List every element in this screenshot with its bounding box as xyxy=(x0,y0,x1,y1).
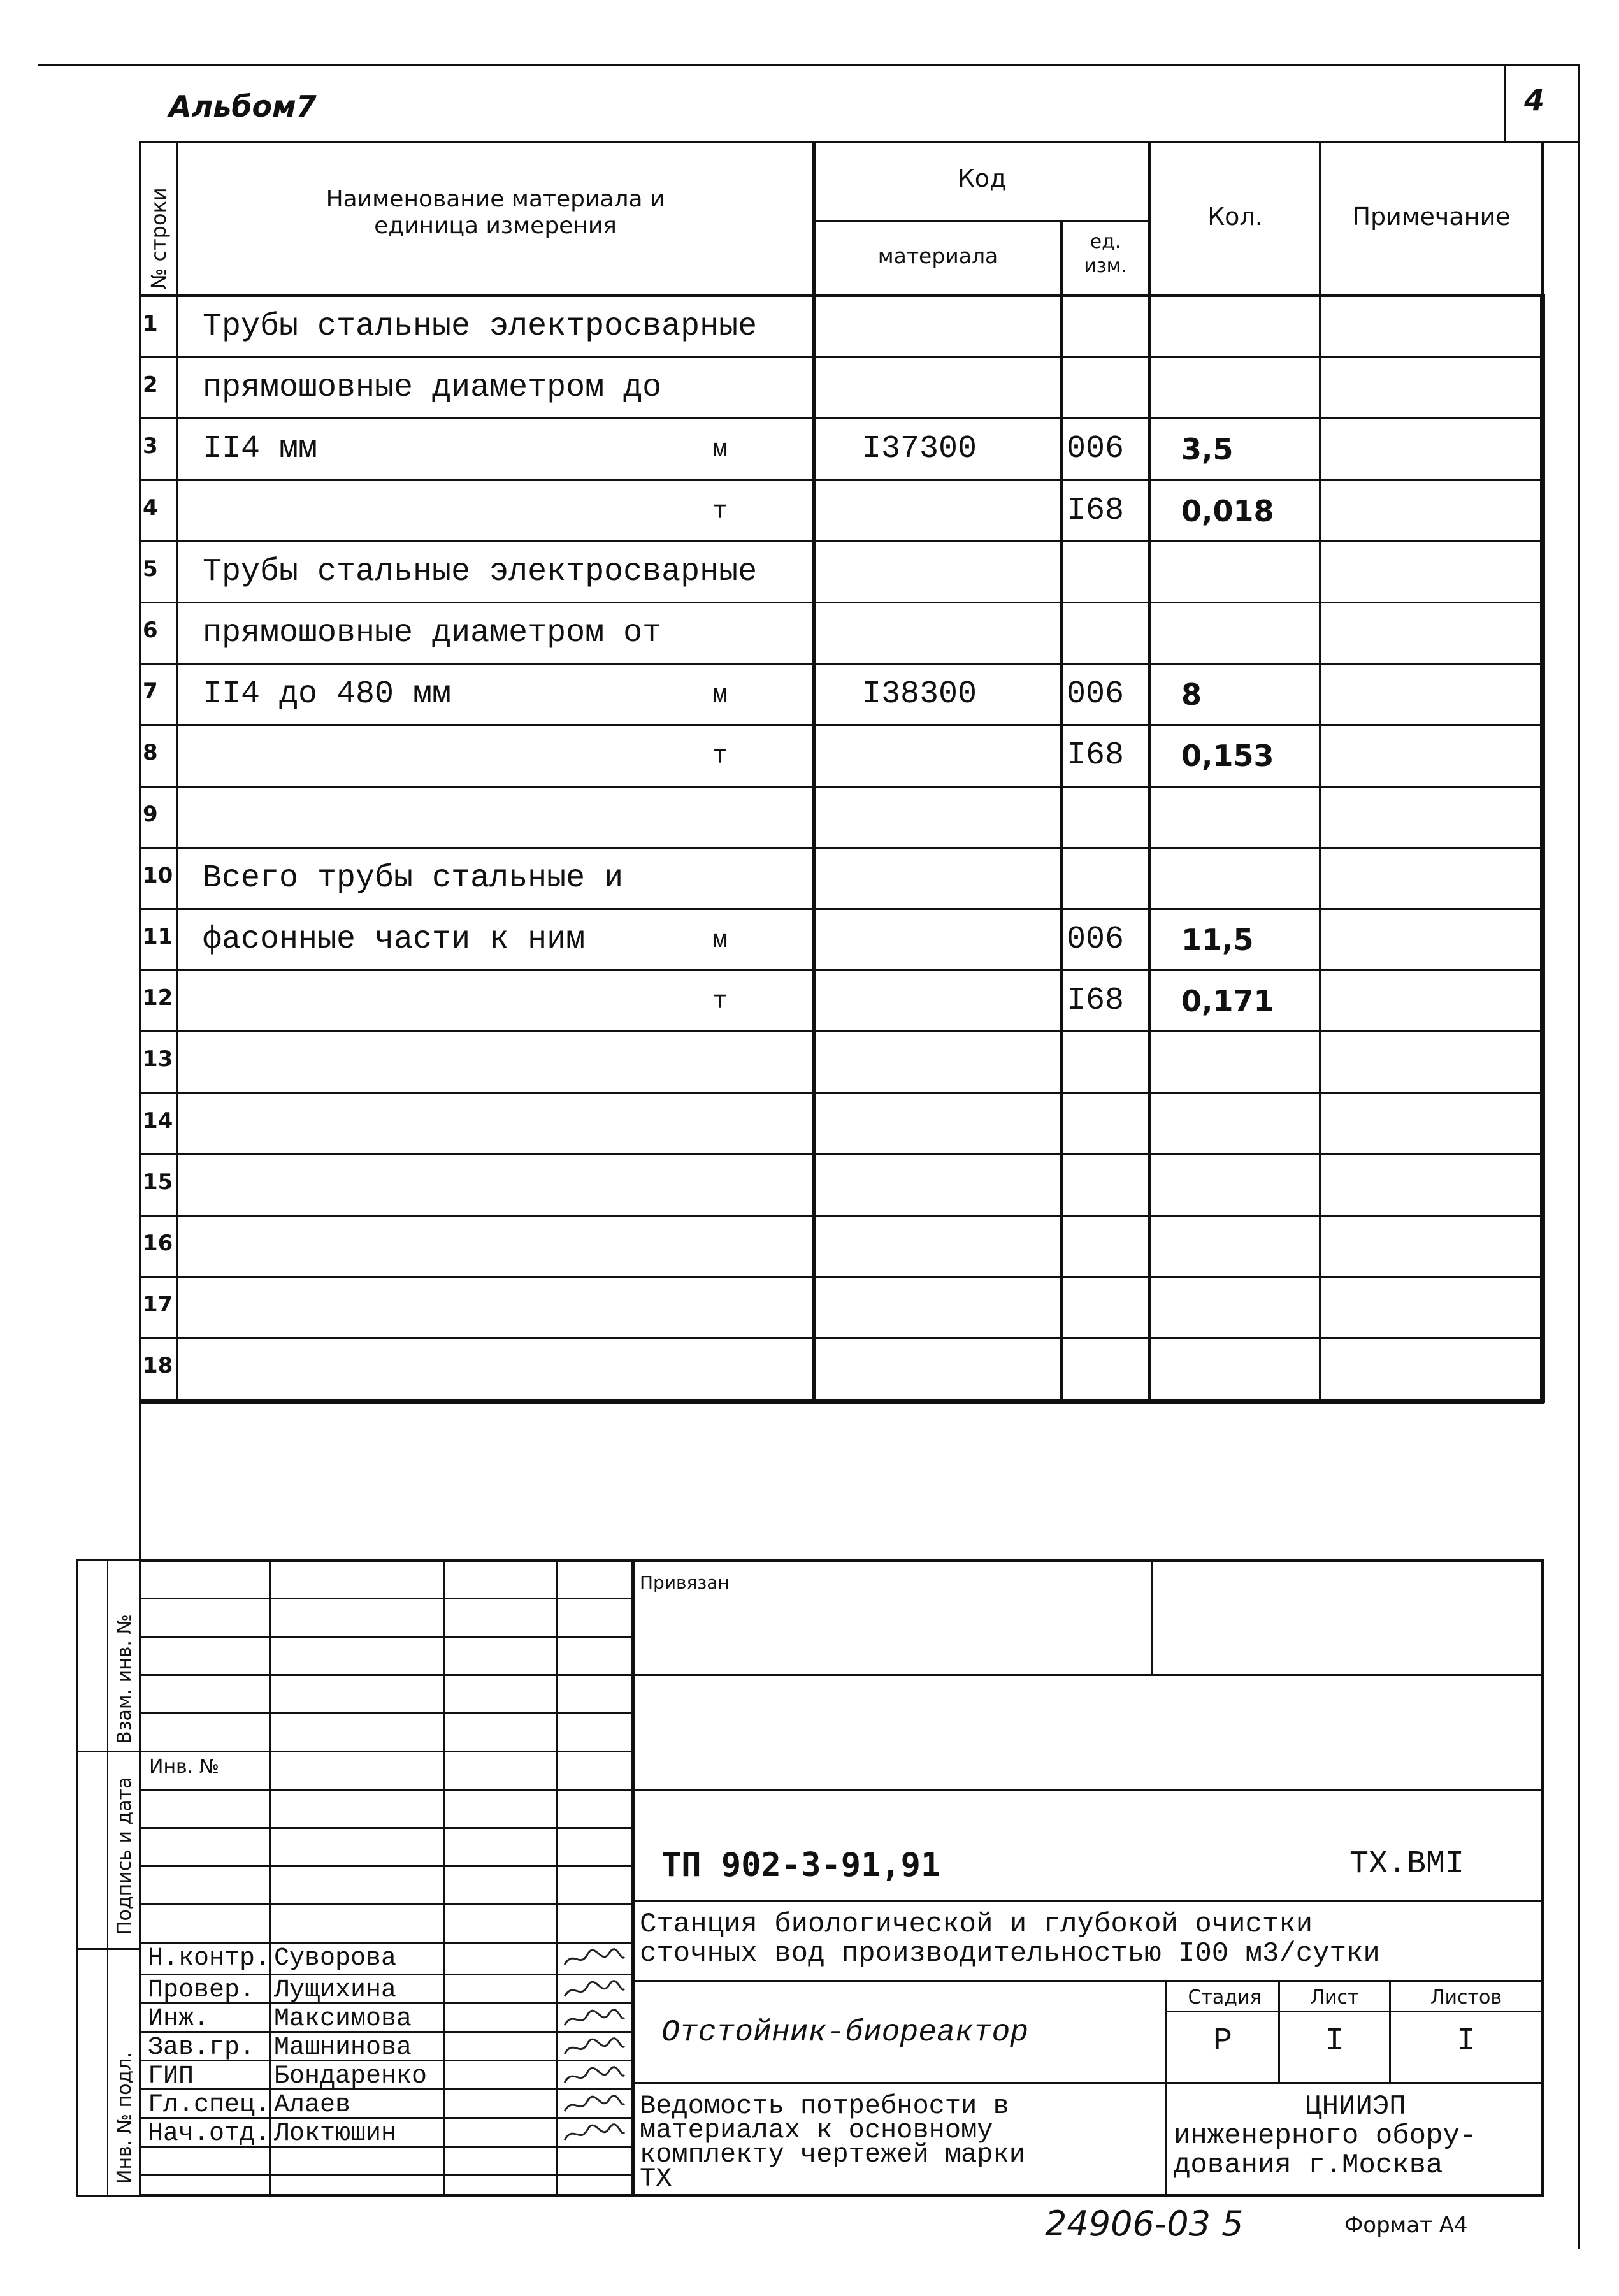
row-number: 12 xyxy=(143,985,173,1011)
signer-role: Н.контр. xyxy=(148,1944,271,1973)
materials-table xyxy=(139,141,1544,1403)
material-name: II4 до 480 мм xyxy=(203,676,452,713)
format-label: Формат А4 xyxy=(1344,2213,1468,2238)
material-name: Трубы стальные электросварные xyxy=(203,553,758,590)
table-row xyxy=(139,1155,1544,1217)
inv-no-label: Инв. № xyxy=(149,1756,220,1778)
table-row xyxy=(139,542,1544,603)
material-name: Всего трубы стальные и xyxy=(203,860,624,897)
row-number: 14 xyxy=(143,1108,173,1134)
code-header: Код xyxy=(957,164,1007,192)
table-row xyxy=(139,1339,1544,1400)
table-row xyxy=(139,1032,1544,1094)
unit-code: 006 xyxy=(1067,676,1125,713)
sheets-value: I xyxy=(1456,2023,1476,2060)
table-row xyxy=(139,665,1544,726)
signature-mark xyxy=(562,2036,626,2059)
signer-role: Зав.гр. xyxy=(148,2033,255,2062)
table-row xyxy=(139,910,1544,971)
sheets-header: Листов xyxy=(1430,1986,1502,2009)
qty-header: Кол. xyxy=(1207,203,1263,231)
row-number: 7 xyxy=(143,679,158,705)
sheet-value: I xyxy=(1325,2023,1344,2060)
quantity: 0,153 xyxy=(1181,739,1274,774)
stage-value: Р xyxy=(1212,2023,1232,2060)
side-label-podpis: Подпись и дата xyxy=(113,1777,136,1935)
archive-number: 24906-03 5 xyxy=(1045,2204,1244,2244)
org-line-3: дования г.Москва xyxy=(1174,2149,1443,2181)
unit: т xyxy=(712,497,728,526)
table-row xyxy=(139,358,1544,419)
unit: м xyxy=(712,436,728,465)
unit-code: I68 xyxy=(1067,983,1125,1020)
table-row xyxy=(139,726,1544,787)
sheet-number: 4 xyxy=(1524,83,1545,117)
material-name: прямошовные диаметром от xyxy=(203,615,662,651)
row-number: 1 xyxy=(143,311,158,336)
row-number: 3 xyxy=(143,433,158,459)
row-number: 6 xyxy=(143,617,158,643)
stage-header: Стадия xyxy=(1188,1986,1262,2009)
side-stamp xyxy=(76,1559,139,2197)
table-row xyxy=(139,1217,1544,1278)
row-number: 13 xyxy=(143,1046,173,1072)
table-row xyxy=(139,788,1544,849)
table-row xyxy=(139,481,1544,542)
project-line-2: сточных вод производительностью I00 м3/сутки xyxy=(640,1938,1380,1970)
signer-name: Суворова xyxy=(274,1944,397,1973)
doc-mark: ТХ.ВМI xyxy=(1349,1846,1465,1882)
table-row xyxy=(139,1094,1544,1155)
row-number-header: № строки xyxy=(147,187,171,289)
object-name: Отстойник-биореактор xyxy=(661,2016,1029,2050)
signature-mark xyxy=(562,2007,626,2030)
project-line-1: Станция биологической и глубокой очистки xyxy=(640,1909,1313,1940)
signer-name: Лущихина xyxy=(274,1976,397,2005)
signer-role: Нач.отд. xyxy=(148,2119,271,2148)
code-unit-header-1: ед. xyxy=(1090,231,1121,253)
page-num-box-left xyxy=(1504,64,1506,143)
signer-role: Провер. xyxy=(148,1976,255,2005)
quantity: 0,171 xyxy=(1181,984,1274,1019)
signer-role: ГИП xyxy=(148,2062,194,2091)
signature-mark xyxy=(562,2122,626,2145)
table-row xyxy=(139,849,1544,910)
top-border xyxy=(38,64,1580,66)
unit-code: 006 xyxy=(1067,921,1125,958)
row-number: 15 xyxy=(143,1169,173,1195)
doc-title-4: ТХ xyxy=(640,2163,672,2194)
doc-title-1: Ведомость потребности в xyxy=(640,2091,1009,2121)
unit-code: I68 xyxy=(1067,492,1125,529)
table-row xyxy=(139,297,1544,358)
code-unit-header-2: изм. xyxy=(1084,255,1127,277)
side-label-inv-podl: Инв. № подл. xyxy=(113,2052,136,2184)
side-label-vzam: Взам. инв. № xyxy=(113,1614,136,1744)
doc-title-2: материалах к основному xyxy=(640,2115,993,2146)
row-number: 11 xyxy=(143,924,173,949)
row-number: 4 xyxy=(143,495,158,521)
signer-role: Инж. xyxy=(148,2005,210,2033)
note-header: Примечание xyxy=(1352,203,1511,231)
unit: т xyxy=(712,988,728,1017)
table-row xyxy=(139,603,1544,665)
code-material-header: материала xyxy=(877,243,998,268)
material-code: I37300 xyxy=(862,431,977,468)
unit: т xyxy=(712,742,728,772)
quantity: 11,5 xyxy=(1181,923,1254,957)
table-row xyxy=(139,971,1544,1032)
signature-mark xyxy=(562,1979,626,2002)
row-number: 10 xyxy=(143,862,173,888)
signer-name: Локтюшин xyxy=(274,2119,397,2148)
material-code: I38300 xyxy=(862,676,977,713)
title-block xyxy=(139,1559,1544,2197)
right-border xyxy=(1578,64,1580,2249)
org-line-2: инженерного обору- xyxy=(1174,2120,1477,2152)
material-name: II4 мм xyxy=(203,431,318,468)
signature-mark xyxy=(562,1947,626,1970)
row-number: 16 xyxy=(143,1231,173,1256)
row-number: 18 xyxy=(143,1353,173,1379)
material-name: прямошовные диаметром до xyxy=(203,370,662,407)
signer-name: Машнинова xyxy=(274,2033,412,2062)
row-number: 2 xyxy=(143,372,158,398)
row-number: 17 xyxy=(143,1292,173,1318)
material-name: фасонные части к ним xyxy=(203,921,586,958)
org-line-1: ЦНИИЭП xyxy=(1305,2091,1406,2123)
unit-code: I68 xyxy=(1067,737,1125,774)
sheet-header: Лист xyxy=(1310,1986,1359,2009)
signer-role: Гл.спец. xyxy=(148,2091,271,2119)
doc-title-3: комплекту чертежей марки xyxy=(640,2139,1025,2170)
quantity: 0,018 xyxy=(1181,493,1274,528)
quantity: 3,5 xyxy=(1181,432,1234,467)
unit: м xyxy=(712,927,728,955)
name-header-line1: Наименование материала и xyxy=(326,186,665,212)
doc-code: ТП 902-3-91,91 xyxy=(661,1846,941,1884)
signature-mark xyxy=(562,2065,626,2088)
signer-name: Бондаренко xyxy=(274,2062,428,2091)
signer-name: Максимова xyxy=(274,2005,412,2033)
unit: м xyxy=(712,681,728,711)
unit-code: 006 xyxy=(1067,431,1125,468)
material-name: Трубы стальные электросварные xyxy=(203,308,758,345)
table-row xyxy=(139,419,1544,480)
table-row xyxy=(139,1278,1544,1339)
row-number: 5 xyxy=(143,556,158,582)
row-number: 9 xyxy=(143,801,158,827)
row-number: 8 xyxy=(143,740,158,766)
quantity: 8 xyxy=(1181,677,1202,712)
album-label: Альбом7 xyxy=(169,89,317,124)
signature-mark xyxy=(562,2093,626,2116)
signer-name: Алаев xyxy=(274,2091,351,2119)
privyazan-label: Привязан xyxy=(640,1572,730,1593)
name-header-line2: единица измерения xyxy=(374,213,617,239)
